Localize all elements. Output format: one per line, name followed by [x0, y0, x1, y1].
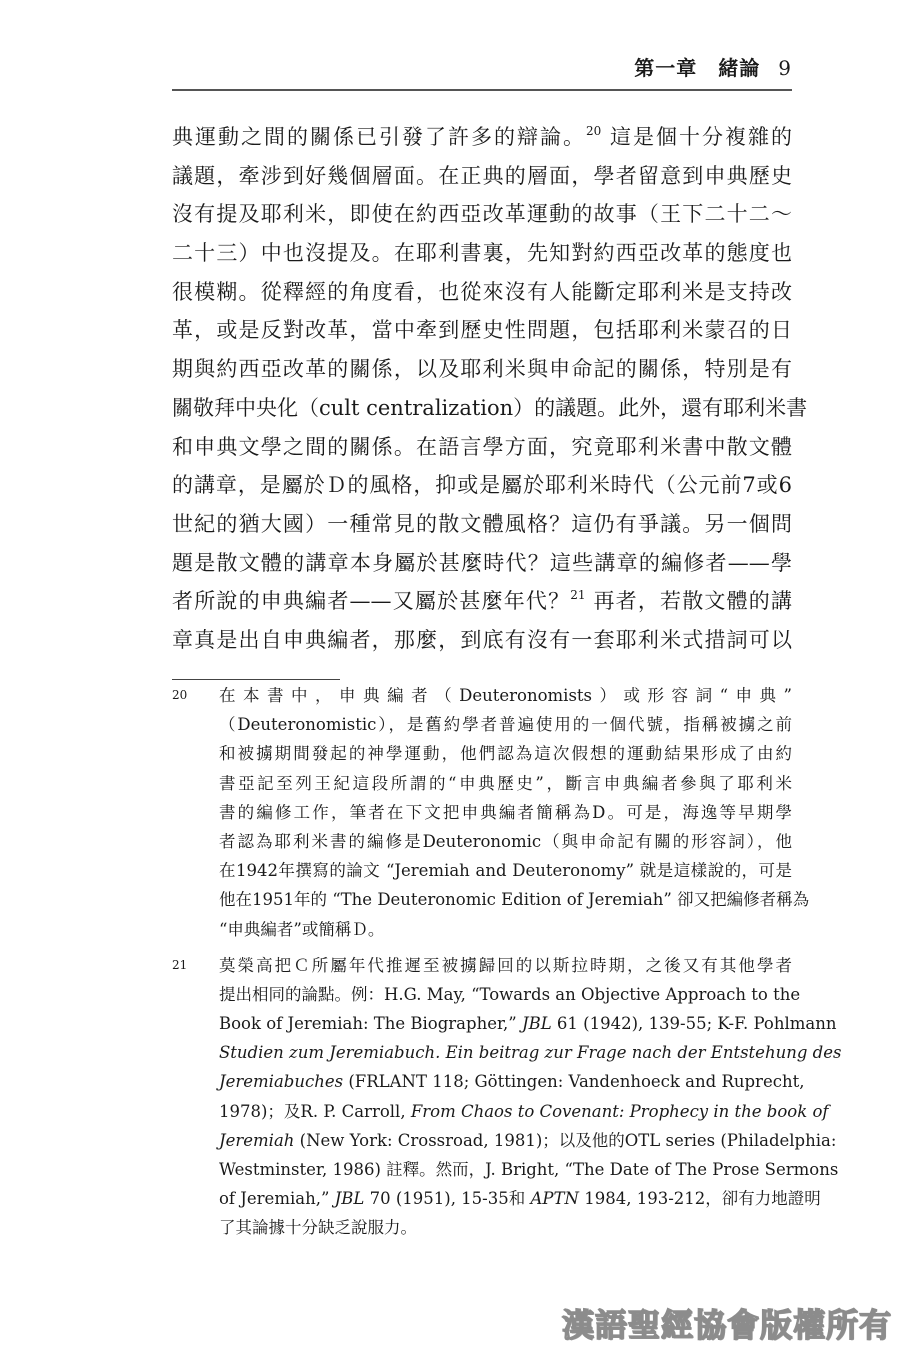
- footnote-line: Westminster, 1986) 註釋。然而，J. Bright, “The Date of The Prose Sermons: [219, 1160, 839, 1179]
- running-head: [172, 52, 792, 81]
- chapter-title: 第一章 緒論: [634, 56, 761, 80]
- footnote-line: 了其論據十分缺乏說服力。: [219, 1218, 417, 1238]
- footnote-line: 者認為耶利米書的編修是Deuteronomic（與申命記有關的形容詞），他: [219, 831, 792, 851]
- body-line: 章真是出自申典編者，那麼，到底有沒有一套耶利米式措詞可以: [172, 627, 792, 652]
- body-text: [172, 118, 808, 660]
- body-line: 二十三）中也沒提及。在耶利書裏，先知對約西亞改革的態度也: [172, 241, 792, 266]
- footnote-line: Book of Jeremiah: The Biographer,” JBL 61 (1942), 139-55; K-F. Pohlmann: [219, 1014, 837, 1034]
- header-rule: [172, 89, 792, 91]
- footnote-gap: [172, 944, 792, 951]
- footnote-line: “申典編者”或簡稱Ｄ。: [219, 919, 385, 939]
- body-line: 世紀的猶大國）一種常見的散文體風格？這仍有爭議。另一個問: [172, 511, 792, 536]
- footnote-separator: [172, 679, 340, 680]
- body-line: 革，或是反對改革，當中牽到歷史性問題，包括耶利米蒙召的日: [172, 318, 792, 343]
- body-line: 議題，牽涉到好幾個層面。在正典的層面，學者留意到申典歷史: [172, 163, 792, 188]
- footnote-number: 20: [172, 688, 188, 702]
- body-line: 者所說的申典編者——又屬於甚麼年代？$^{21}$ 再者，若散文體的講: [172, 588, 792, 614]
- footnote-line: 在本書中，申典編者（Deuteronomists）或形容詞“申典”: [219, 686, 792, 705]
- body-line: 沒有提及耶利米，即使在約西亞改革運動的故事（王下二十二～: [172, 202, 792, 227]
- footnote-line: of Jeremiah,” JBL 70 (1951), 15-35和 APTN 1984, 193-212，卻有力地證明: [219, 1189, 821, 1209]
- footnote-line: （Deuteronomistic），是舊約學者普遍使用的一個代號，指稱被擄之前: [219, 715, 792, 735]
- body-line: 的講章，是屬於Ｄ的風格，抑或是屬於耶利米時代（公元前7或6: [172, 473, 792, 498]
- footnote: [172, 681, 810, 944]
- footnote-number: 21: [172, 957, 188, 972]
- copyright-watermark: 漢語聖經協會版權所有: [561, 1306, 892, 1344]
- footnote-line: 和被擄期間發起的神學運動，他們認為這次假想的運動結果形成了由約: [219, 744, 792, 764]
- footnote-line: 1978)；及R. P. Carroll, From Chaos to Covenant: Prophecy in the book of: [219, 1101, 829, 1121]
- body-line: 期與約西亞改革的關係，以及耶利米與申命記的關係，特別是有: [172, 357, 792, 382]
- footnotes: [172, 681, 842, 1243]
- footnote-line: 書的編修工作，筆者在下文把申典編者簡稱為D。可是，海逸等早期學: [219, 802, 792, 822]
- footnote-line: Studien zum Jeremiabuch. Ein beitrag zur Frage nach der Entstehung des: [219, 1043, 842, 1063]
- footnote-line: 他在1951年的 “The Deuteronomic Edition of Jeremiah” 卻又把編修者稱為: [219, 890, 810, 910]
- footnote-line: Jeremiabuches (FRLANT 118; Göttingen: Vandenhoeck and Ruprecht,: [219, 1072, 805, 1092]
- page-number: 9: [778, 56, 792, 80]
- footnote-line: 在1942年撰寫的論文 “Jeremiah and Deuteronomy” 就是這樣說的，可是: [219, 861, 792, 881]
- footnote-line: 提出相同的論點。例：H.G. May, “Towards an Objective Approach to the: [219, 984, 801, 1004]
- body-line: 和申典文學之間的關係。在語言學方面，究竟耶利米書中散文體: [172, 434, 792, 459]
- footnote: [172, 951, 842, 1243]
- body-line: 典運動之間的關係已引發了許多的辯論。$^{20}$ 這是個十分複雜的: [172, 124, 792, 149]
- body-line: 題是散文體的講章本身屬於甚麼時代？這些講章的編修者——學: [172, 550, 792, 575]
- footnote-line: 書亞記至列王紀這段所謂的“申典歷史”，斷言申典編者參與了耶利米: [219, 773, 792, 793]
- body-line: 很模糊。從釋經的角度看，也從來沒有人能斷定耶利米是支持改: [172, 279, 792, 304]
- body-line: 關敬拜中央化（cult centralization）的議題。此外，還有耶利米書: [172, 395, 808, 420]
- footnote-line: 莫榮高把Ｃ所屬年代推遲至被擄歸回的以斯拉時期，之後又有其他學者: [219, 955, 792, 975]
- footnote-line: Jeremiah (New York: Crossroad, 1981)；以及他的OTL series (Philadelphia:: [219, 1130, 837, 1150]
